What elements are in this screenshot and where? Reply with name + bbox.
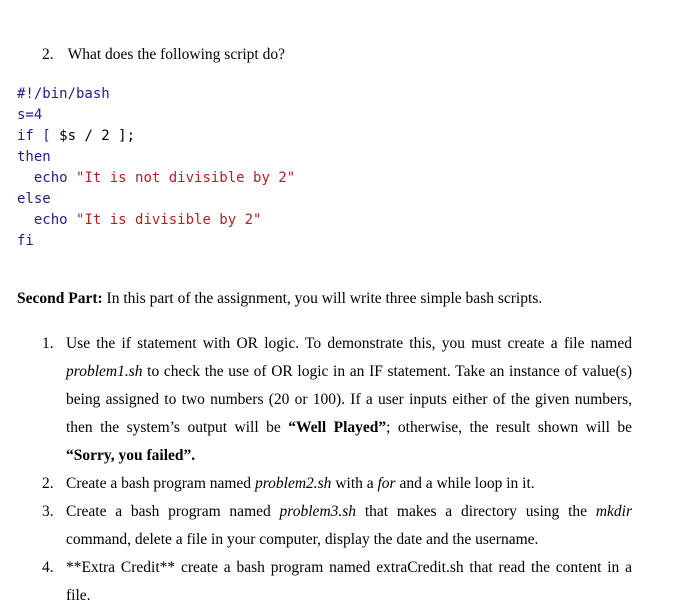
task-text: Use the if statement with OR logic. To demonstrate this, you must create a file named problem1.sh to check the use of OR logic in an IF statement. Take an instance of value(s) being assigned to two numbers (20 or 100). If a user inputs either of the given numbers, then the system’s output will be “Well Played”; otherwise, the result shown will be “Sorry, you failed”. (66, 335, 633, 464)
code-line: then (17, 149, 51, 165)
second-part-heading: Second Part: (17, 290, 103, 307)
task-item (42, 554, 632, 610)
task-list (42, 330, 632, 610)
task-number: 3. (42, 503, 54, 520)
task-number: 1. (42, 335, 54, 352)
task-number: 2. (42, 475, 54, 492)
question-2 (42, 46, 285, 64)
question-text: What does the following script do? (67, 46, 285, 63)
task-item (42, 470, 632, 498)
code-line: #!/bin/bash (17, 86, 110, 102)
code-line: if [ $s / 2 ]; (17, 128, 136, 144)
task-text: Create a bash program named problem3.sh that makes a directory using the mkdir command, delete a file in your computer, display the date and the username. (66, 503, 632, 548)
second-part-text: In this part of the assignment, you will write three simple bash scripts. (102, 290, 543, 307)
code-line: else (17, 191, 51, 207)
task-text: Create a bash program named problem2.sh with a for and a while loop in it. (66, 475, 535, 492)
second-part-intro (17, 290, 542, 308)
code-line: echo "It is not divisible by 2" (17, 170, 296, 186)
task-item (42, 498, 632, 554)
code-line: echo "It is divisible by 2" (17, 212, 262, 228)
task-number: 4. (42, 559, 54, 576)
bash-script-code-block (17, 84, 295, 252)
question-number: 2. (42, 46, 54, 63)
code-line: s=4 (17, 107, 43, 123)
task-text: **Extra Credit** create a bash program named extraCredit.sh that read the content in a file. (66, 559, 632, 604)
task-item (42, 330, 632, 470)
code-line: fi (17, 233, 34, 249)
